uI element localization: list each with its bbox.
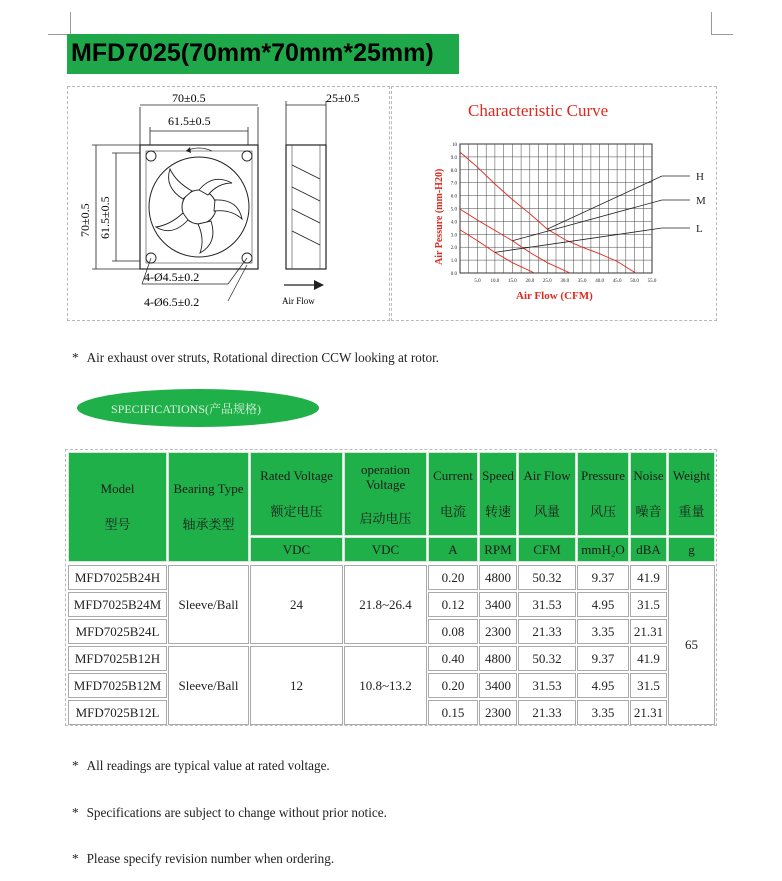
x-tick-label: 50.0 <box>630 279 639 284</box>
curve-title: Characteristic Curve <box>468 101 609 120</box>
header-model-line-1: 型号 <box>104 517 131 532</box>
table-cell-noise: 31.5 <box>630 592 667 617</box>
header-current-line-1: 电流 <box>439 504 466 519</box>
y-tick-label: 5.0 <box>450 207 457 213</box>
header-operation-line-1: Voltage <box>365 477 406 493</box>
header-speed <box>479 452 517 536</box>
x-tick-label: 55.0 <box>647 279 657 284</box>
table-cell-airflow: 21.33 <box>518 700 576 725</box>
header-rated-line-0: Rated Voltage <box>260 468 333 484</box>
unit-pressure: mmH₂O <box>577 537 629 562</box>
header-pressure-line-1: 风压 <box>589 504 616 519</box>
table-cell-pressure: 4.95 <box>577 673 629 698</box>
header-rated-line-1: 额定电压 <box>270 504 323 519</box>
table-row-model: MFD7025B12M <box>68 673 167 698</box>
header-pressure <box>577 452 629 536</box>
table-cell-speed: 2300 <box>479 619 517 644</box>
header-rated <box>250 452 343 536</box>
title-banner <box>67 34 459 74</box>
x-tick-label: 10.0 <box>490 279 500 284</box>
header-noise-line-0: Noise <box>633 468 664 484</box>
table-cell-noise: 21.31 <box>630 619 667 644</box>
x-tick-label: 5.0 <box>474 279 481 284</box>
table-cell-speed: 3400 <box>479 673 517 698</box>
crop-mark-top-left-v <box>70 12 71 34</box>
header-speed-line-0: Speed <box>482 468 514 484</box>
unit-speed: RPM <box>479 537 517 562</box>
unit-current: A <box>428 537 478 562</box>
table-cell-current: 0.15 <box>428 700 478 725</box>
table-cell-rated: 12 <box>250 646 343 725</box>
airflow-arrow-icon <box>284 280 324 290</box>
table-cell-airflow: 21.33 <box>518 619 576 644</box>
table-cell-airflow: 31.53 <box>518 673 576 698</box>
table-cell-noise: 31.5 <box>630 673 667 698</box>
header-weight-line-1: 重量 <box>678 504 705 519</box>
header-operation <box>344 452 427 536</box>
x-tick-label: 15.0 <box>507 279 517 284</box>
table-row-model: MFD7025B12H <box>68 646 167 671</box>
x-tick-label: 25.0 <box>542 279 552 284</box>
specifications-heading <box>77 389 319 427</box>
dim-width: 70±0.5 <box>172 91 206 105</box>
unit-operation: VDC <box>344 537 427 562</box>
unit-rated: VDC <box>250 537 343 562</box>
header-bearing-line-0: Bearing Type <box>173 481 244 497</box>
y-tick-label: 6.0 <box>450 194 457 200</box>
page-title: MFD7025(70mm*70mm*25mm) <box>71 39 434 67</box>
y-tick-label: 10 <box>452 143 457 148</box>
hole-small-label: 4-Ø4.5±0.2 <box>144 270 200 284</box>
note-spec-change: * Specifications are subject to change without prior notice. <box>72 805 387 820</box>
header-noise <box>630 452 667 536</box>
unit-airflow: CFM <box>518 537 576 562</box>
dim-hole-width: 61.5±0.5 <box>168 114 211 128</box>
table-cell-current: 0.12 <box>428 592 478 617</box>
header-noise-line-1: 噪音 <box>635 504 662 519</box>
curve-xlabel: Air Flow (CFM) <box>516 290 593 302</box>
curve-label-L: L <box>696 223 703 235</box>
y-tick-label: 4.0 <box>450 220 457 226</box>
table-cell-speed: 2300 <box>479 700 517 725</box>
table-row-model: MFD7025B12L <box>68 700 167 725</box>
header-operation-line-2: 启动电压 <box>359 510 412 526</box>
header-weight-line-0: Weight <box>672 468 711 484</box>
header-pressure-line-0: Pressure <box>580 468 626 484</box>
table-row-model: MFD7025B24L <box>68 619 167 644</box>
table-row-model: MFD7025B24H <box>68 565 167 590</box>
curve-label-H: H <box>696 171 704 183</box>
table-cell-noise: 21.31 <box>630 700 667 725</box>
table-cell-speed: 3400 <box>479 592 517 617</box>
table-cell-weight: 65 <box>668 565 715 725</box>
curve-label-M: M <box>696 195 706 207</box>
hole-large-label: 4-Ø6.5±0.2 <box>144 295 200 309</box>
table-cell-pressure: 3.35 <box>577 619 629 644</box>
header-bearing-line-1: 轴承类型 <box>182 517 235 532</box>
table-cell-pressure: 9.37 <box>577 565 629 590</box>
bullet-star: * <box>72 851 79 866</box>
table-cell-current: 0.20 <box>428 565 478 590</box>
specifications-title: SPECIFICATIONS(产品规格) <box>111 402 262 416</box>
header-airflow <box>518 452 576 536</box>
table-cell-rated: 24 <box>250 565 343 644</box>
crop-mark-top-right-v <box>711 12 712 34</box>
header-airflow-line-0: Air Flow <box>523 468 571 484</box>
table-cell-operation: 10.8~13.2 <box>344 646 427 725</box>
y-tick-label: 1.0 <box>450 259 457 265</box>
bullet-star: * <box>72 758 79 773</box>
y-tick-label: 3.0 <box>450 233 457 239</box>
table-cell-noise: 41.9 <box>630 646 667 671</box>
table-cell-airflow: 50.32 <box>518 565 576 590</box>
unit-weight: g <box>668 537 715 562</box>
table-cell-pressure: 9.37 <box>577 646 629 671</box>
crop-mark-top-right <box>711 34 733 35</box>
table-cell-airflow: 31.53 <box>518 592 576 617</box>
header-model <box>68 452 167 562</box>
bullet-star: * <box>72 350 79 365</box>
y-tick-label: 9.0 <box>450 155 457 161</box>
note-revision: * Please specify revision number when ordering. <box>72 851 335 866</box>
x-tick-label: 30.0 <box>560 279 570 284</box>
table-cell-operation: 21.8~26.4 <box>344 565 427 644</box>
header-current <box>428 452 478 536</box>
table-cell-current: 0.40 <box>428 646 478 671</box>
table-cell-speed: 4800 <box>479 646 517 671</box>
table-cell-current: 0.08 <box>428 619 478 644</box>
header-weight <box>668 452 715 536</box>
y-tick-label: 0.0 <box>450 272 457 277</box>
x-tick-label: 40.0 <box>595 279 605 284</box>
table-cell-pressure: 3.35 <box>577 700 629 725</box>
table-cell-current: 0.20 <box>428 673 478 698</box>
note-typical-values: * All readings are typical value at rated voltage. <box>72 758 330 773</box>
y-tick-label: 2.0 <box>450 246 457 252</box>
header-operation-line-0: operation <box>360 461 411 477</box>
table-cell-speed: 4800 <box>479 565 517 590</box>
x-tick-label: 20.0 <box>525 279 535 284</box>
table-row-model: MFD7025B24M <box>68 592 167 617</box>
y-tick-label: 7.0 <box>450 181 457 187</box>
table-cell-airflow: 50.32 <box>518 646 576 671</box>
header-airflow-line-1: 风量 <box>533 504 560 519</box>
curve-ylabel: Air Pessure (mm-H20) <box>434 168 445 265</box>
dim-depth: 25±0.5 <box>326 91 360 105</box>
table-cell-noise: 41.9 <box>630 565 667 590</box>
characteristic-curve-chart <box>392 87 714 319</box>
x-tick-label: 35.0 <box>577 279 587 284</box>
fan-dimension-drawing <box>68 87 388 319</box>
header-current-line-0: Current <box>433 468 473 484</box>
table-cell-pressure: 4.95 <box>577 592 629 617</box>
note-airflow-direction: * Air exhaust over struts, Rotational direction CCW looking at rotor. <box>72 350 440 365</box>
dim-height: 70±0.5 <box>78 203 92 237</box>
x-tick-label: 45.0 <box>612 279 622 284</box>
header-model-line-0: Model <box>100 481 135 497</box>
table-cell-bearing: Sleeve/Ball <box>168 646 249 725</box>
bullet-star: * <box>72 805 79 820</box>
airflow-label: Air Flow <box>282 296 315 306</box>
unit-noise: dBA <box>630 537 667 562</box>
header-bearing <box>168 452 249 562</box>
dim-hole-height: 61.5±0.5 <box>98 196 112 239</box>
header-speed-line-1: 转速 <box>484 504 511 519</box>
y-tick-label: 8.0 <box>450 168 457 174</box>
table-cell-bearing: Sleeve/Ball <box>168 565 249 644</box>
